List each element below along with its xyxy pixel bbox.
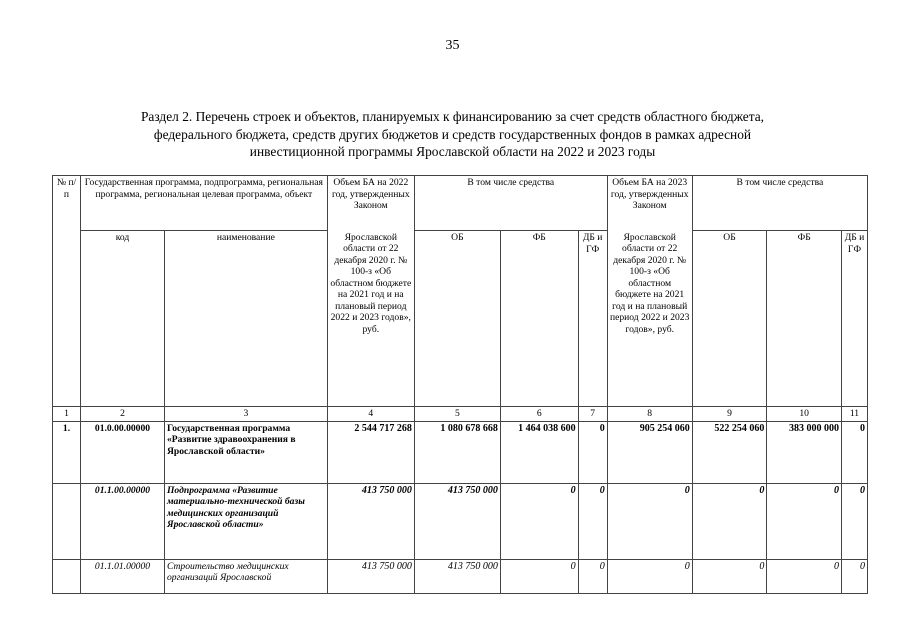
row-volume-2023: 0 <box>607 483 692 559</box>
header-num: № п/п <box>53 176 81 407</box>
column-number-row <box>53 407 868 422</box>
header-ob-2022: ОБ <box>414 231 500 407</box>
column-number: 11 <box>841 407 867 422</box>
column-number: 4 <box>327 407 414 422</box>
row-fb-2022: 0 <box>500 559 578 593</box>
row-ob-2023: 0 <box>692 559 767 593</box>
row-db-2023: 0 <box>841 421 867 483</box>
header-volume-2023-bottom: Ярославской области от 22 декабря 2020 г. № 100-з «Об областном бюджете на 2021 год и на плановый период 2022 и 2023 годов», руб. <box>607 231 692 407</box>
header-fb-2022: ФБ <box>500 231 578 407</box>
column-number: 7 <box>578 407 607 422</box>
header-incl-2022: В том числе средства <box>414 176 607 231</box>
row-ob-2022: 413 750 000 <box>414 559 500 593</box>
column-number: 2 <box>80 407 164 422</box>
header-fb-2023: ФБ <box>767 231 842 407</box>
row-volume-2022: 2 544 717 268 <box>327 421 414 483</box>
row-ob-2023: 522 254 060 <box>692 421 767 483</box>
header-ob-2023: ОБ <box>692 231 767 407</box>
row-volume-2022: 413 750 000 <box>327 483 414 559</box>
heading-line-1: Раздел 2. Перечень строек и объектов, планируемых к финансированию за счет средств областного бюджета, <box>140 109 765 124</box>
row-fb-2022: 1 464 038 600 <box>500 421 578 483</box>
column-number: 10 <box>767 407 842 422</box>
header-code: код <box>80 231 164 407</box>
heading-line-3: инвестиционной программы Ярославской области на 2022 и 2023 годы <box>249 144 656 159</box>
row-code: 01.1.01.00000 <box>80 559 164 593</box>
row-num: 1. <box>53 421 81 483</box>
row-volume-2022: 413 750 000 <box>327 559 414 593</box>
row-volume-2023: 0 <box>607 559 692 593</box>
row-db-2022: 0 <box>578 559 607 593</box>
row-name: Подпрограмма «Развитие материально-технической базы медицинских организаций Ярославской области» <box>164 483 327 559</box>
investment-table <box>52 175 868 594</box>
header-volume-2023-top: Объем БА на 2023 год, утвержденных Законом <box>607 176 692 231</box>
row-db-2023: 0 <box>841 559 867 593</box>
row-num <box>53 559 81 593</box>
row-code: 01.1.00.00000 <box>80 483 164 559</box>
column-number: 6 <box>500 407 578 422</box>
row-code: 01.0.00.00000 <box>80 421 164 483</box>
row-fb-2023: 383 000 000 <box>767 421 842 483</box>
row-ob-2022: 1 080 678 668 <box>414 421 500 483</box>
column-number: 3 <box>164 407 327 422</box>
table-row-subprogram <box>53 483 868 559</box>
row-fb-2023: 0 <box>767 559 842 593</box>
row-name: Государственная программа «Развитие здравоохранения в Ярославской области» <box>164 421 327 483</box>
header-volume-2022-bottom: Ярославской области от 22 декабря 2020 г. № 100-з «Об областном бюджете на 2021 год и на плановый период 2022 и 2023 годов», руб. <box>327 231 414 407</box>
column-number: 8 <box>607 407 692 422</box>
row-volume-2023: 905 254 060 <box>607 421 692 483</box>
row-db-2022: 0 <box>578 421 607 483</box>
table-row-program <box>53 421 868 483</box>
row-ob-2022: 413 750 000 <box>414 483 500 559</box>
header-name: наименование <box>164 231 327 407</box>
section-heading <box>60 108 845 161</box>
table-row-object <box>53 559 868 593</box>
row-name: Строительство медицинских организаций Ярославской <box>164 559 327 593</box>
row-db-2022: 0 <box>578 483 607 559</box>
header-volume-2022-top: Объем БА на 2022 год, утвержденных Законом <box>327 176 414 231</box>
column-number: 1 <box>53 407 81 422</box>
header-incl-2023: В том числе средства <box>692 176 867 231</box>
row-fb-2023: 0 <box>767 483 842 559</box>
heading-line-2: федерального бюджета, средств других бюджетов и средств государственных фондов в рамках адресной <box>153 126 752 142</box>
row-num <box>53 483 81 559</box>
row-ob-2023: 0 <box>692 483 767 559</box>
header-program: Государственная программа, подпрограмма, региональная программа, региональная целевая программа, объект <box>80 176 327 231</box>
header-db-gf-2022: ДБ и ГФ <box>578 231 607 407</box>
page-number: 35 <box>445 38 460 53</box>
header-db-gf-2023: ДБ и ГФ <box>841 231 867 407</box>
row-fb-2022: 0 <box>500 483 578 559</box>
row-db-2023: 0 <box>841 483 867 559</box>
column-number: 9 <box>692 407 767 422</box>
column-number: 5 <box>414 407 500 422</box>
